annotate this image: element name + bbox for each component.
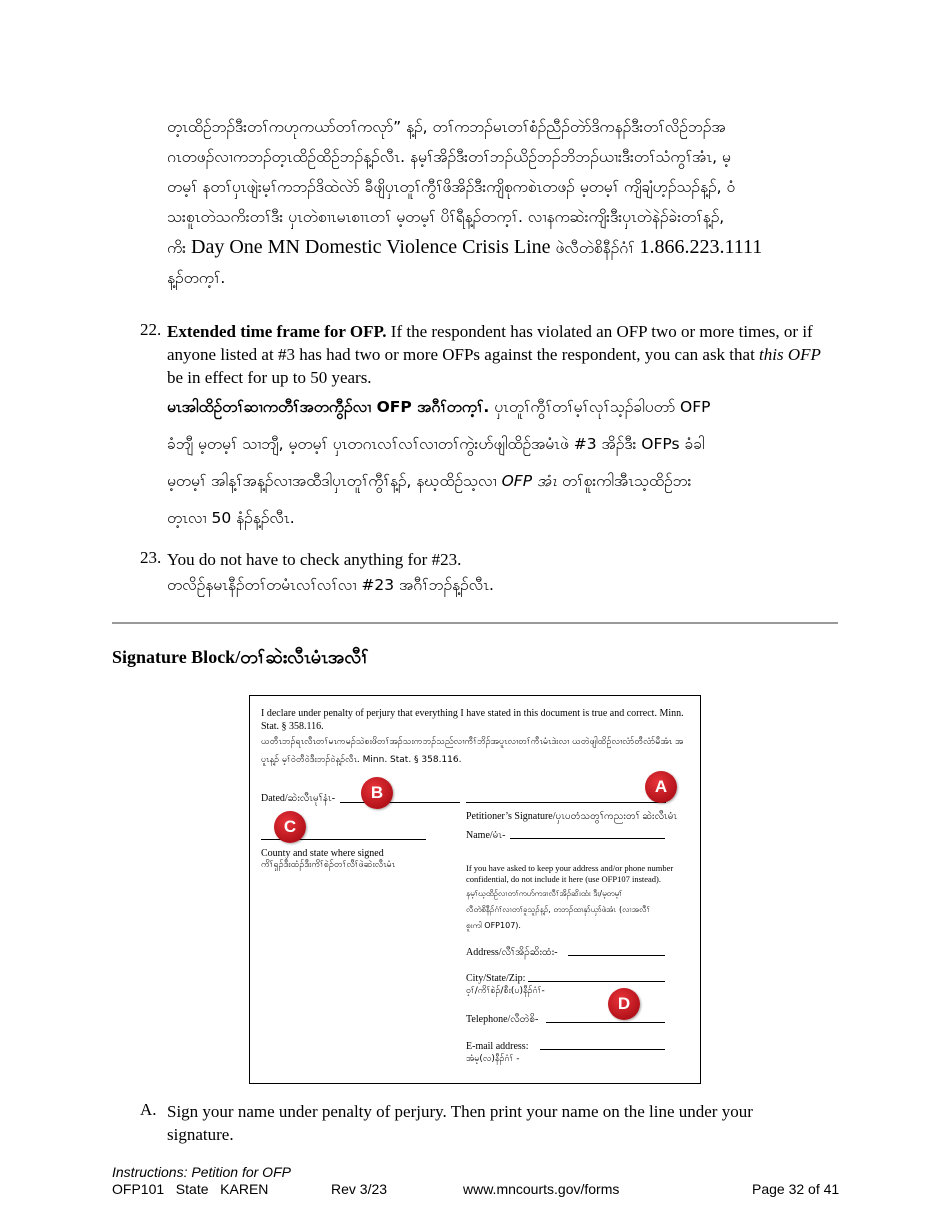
item-22-karen-line-3a: မ့တမ့ၢ် အါန့ၢ်အန့ၣ်လၢအထီဒါပှၤတူၢ်ကွီၢ်န့ၣ်, နဃ့ထိဉ်သ့လၢ <box>167 472 502 490</box>
email-label: E-mail address: <box>466 1041 529 1052</box>
item-22-karen-line-1: ပှၤတူၢ်ကွီၢ်တၢ်မ့ၢ်လုၢ်သ့ၣ်ခါပတာ် OFP <box>489 398 711 416</box>
city-karen-label: ဝ့ၢ်/ကိၢ်စဲၣ်/စီး(ပ)နီၣ်ဂံၢ်- <box>466 986 545 996</box>
county-label: County and state where signed <box>261 848 384 859</box>
email-line <box>540 1049 665 1050</box>
intro-line-3: တမ့ၢ် နတၢ်ပှၤဖျဲးမ့ၢ်ကဘၣ်ဒိထဲလဲာ် ခီဖျိပှၤတူၢ်ကွီၢ်ဖိအိၣ်ဒီးကျိစုကစဲၤတဖၣ် မ့တမ့ၢ် ကျိချံဟ့ၣ်သၣ်န့ၣ်, ဝံ <box>167 178 736 196</box>
intro-paragraph <box>167 112 839 293</box>
intro-line-4: သးစူၤတဲသကိးတၢ်ဒီး ပှၤတဲစၢၤမၤစၢၤတၢ် မ့တမ့ၢ် ပိၢ်ရီန့ၣ်တက့ၢ်. လၢနကဆဲးကျိးဒီးပှၤတဲနဲၣ်ခဲးတၢ်န့ၣ်, <box>167 208 725 226</box>
telephone-label: Telephone/လီတဲစိ- <box>466 1014 539 1025</box>
intro-line-5-mid: ဖဲလီတဲစိနီၣ်ဂံၢ် <box>550 239 640 257</box>
footer-url[interactable]: www.mncourts.gov/forms <box>463 1181 620 1197</box>
crisis-line-phone: 1.866.223.1111 <box>639 236 763 258</box>
confidential-note: If you have asked to keep your address and/or phone number confidential, do not include it here (use OFP107 instead). <box>466 863 674 884</box>
footer-revision: Rev 3/23 <box>331 1181 388 1197</box>
item-a-letter: A. <box>140 1100 157 1119</box>
item-22-karen-title: မၤအါထိဉ်တၢ်ဆၢကတီၢ်အတကွီၣ်လၢ OFP အဂီၢ်တက့ၢ်. <box>167 398 490 416</box>
footer-form-code: OFP101 State KAREN <box>112 1181 269 1197</box>
crisis-line-name: Day One MN Domestic Violence Crisis Line <box>191 236 551 258</box>
signature-form-sample <box>249 695 701 1084</box>
item-22-number: 22. <box>140 320 162 339</box>
intro-line-5-prefix: ကိး <box>167 239 192 257</box>
dated-line <box>340 802 460 803</box>
city-label: City/State/Zip: <box>466 973 526 984</box>
name-line <box>510 838 665 839</box>
item-22-karen-line-3-italic: OFP အံၤ <box>501 472 558 490</box>
dated-label: Dated/ဆဲးလီၤမုၢ်နံၤ- <box>261 793 336 804</box>
declaration-karen: ယတီၤဘၣ်ရၤလီၤတၢ်မၤကမၣ်သဲစးဖိတၢ်အၣ်သးကဘၣ်သည်လၢကီၢ်ဘိၣ်အပူၤလၢတၢ်ကီၤမံၤဒဲးလၢ ယတဲဖျါထိဉ်လၢလံာ်တီလံာ်မီအံၤ အပူၤန့ၣ် မ့ၢ်ဝဲတီဝဲဒီးဘၣ်ဝဲန့ၣ်လီၤ. Minn. Stat. § 358.116. <box>261 737 684 765</box>
item-22-text-b: be in effect for up to 50 years. <box>167 368 372 387</box>
confidential-karen-note: နမ့ၢ်ဃ့ထိဉ်လၢတၢ်ကဟ်ကဒၢလီၢ်အိၣ်ဆိးထံး ဒီး/မ့တမ့ၢ် လီတဲစိနီၣ်ဂံၢ်လၢတၢ်ခူသူၣ်န့ၣ်, တဘၣ်ထၢနုာ်ယှာ်ဖဲအံၤ (လၢအလီၢ် စူးကါ OFP107). <box>466 889 650 930</box>
item-22-english <box>167 320 839 389</box>
item-22-title: Extended time frame for OFP. <box>167 322 387 341</box>
item-23-number: 23. <box>140 548 162 567</box>
item-22-text-a: If the respondent has violated an OFP two or more times, or if anyone listed at #3 has had two or more OFPs against the respondent, you can ask that <box>167 322 813 364</box>
item-22-karen <box>167 389 839 537</box>
telephone-line <box>546 1022 665 1023</box>
item-22-karen-line-4: တ့ၤလၢ 50 နံၣ်န့ၣ်လီၤ. <box>167 509 295 527</box>
marker-c: C <box>274 811 306 843</box>
email-karen-label: အံမ့(လ)နီၣ်ဂံၢ် - <box>466 1054 520 1064</box>
item-a-text: Sign your name under penalty of perjury. Then print your name on the line under your signature. <box>167 1102 753 1144</box>
address-line <box>568 955 665 956</box>
item-22-body <box>167 320 839 537</box>
marker-a: A <box>645 771 677 803</box>
item-23-body <box>167 548 839 597</box>
name-label: Name/မံၤ- <box>466 830 506 841</box>
item-23-karen: တလိဉ်နမၤနီၣ်တၢ်တမံၤလၢ်လၢ်လၢ #23 အဂီၢ်ဘၣ်န့ၣ်လီၤ. <box>167 576 494 594</box>
item-22-italic: this OFP <box>759 345 821 364</box>
county-karen-label: ကိၢ်ရှၣ်ဒီးထံၣ်ဒီးကိၢ်စဲၣ်တၢ်လီၢ်ဖဲဆဲးလီၤမံၤ <box>261 860 396 870</box>
intro-line-6: န့ၣ်တက့ၢ်. <box>167 269 226 287</box>
intro-line-1: တ့ၤထိဉ်ဘၣ်ဒီးတၢ်ကဟုကယာ်တၢ်ကလုာ်” န့ၣ်, တၢ်ကဘၣ်မၤတၢ်စံၣ်ညီၣ်တဲာ်ဒိကနၣ်ဒီးတၢ်လိဉ်ဘၣ်အ <box>167 118 726 136</box>
address-label: Address/လီၢ်အိၣ်ဆိးထံး- <box>466 947 558 958</box>
section-separator <box>112 622 838 624</box>
item-22-karen-line-2: ခံဘျီ မ့တမ့ၢ် သၢဘျီ, မ့တမ့ၢ် ပှၤတဂၤလၢ်လၢ်လၢတၢ်ကွဲးဟ်ဖျါထိဉ်အမံၤဖဲ #3 အိၣ်ဒီး OFPs ခံခါ <box>167 435 705 453</box>
item-23-text: You do not have to check anything for #23. <box>167 550 462 569</box>
marker-d: D <box>608 988 640 1020</box>
petitioner-signature-label: Petitioner’s Signature/ပှၤပတံသတွၢ်ကညးတၢ် ဆဲးလီၤမံၤ <box>466 811 678 822</box>
footer-page-number: Page 32 of 41 <box>752 1181 840 1197</box>
footer-instructions: Instructions: Petition for OFP <box>112 1164 291 1180</box>
signature-block-title: Signature Block/တၢ်ဆဲးလီၤမံၤအလီၢ် <box>112 647 369 667</box>
intro-line-5 <box>167 232 839 263</box>
marker-b: B <box>361 777 393 809</box>
city-line <box>528 981 665 982</box>
signature-line <box>466 802 666 803</box>
declaration-english: I declare under penalty of perjury that everything I have stated in this document is true and correct. Minn. Stat. § 358.116. <box>261 708 684 732</box>
intro-line-2: ဂၤတဖၣ်လၢကဘၣ်တ့ၤထိဉ်ထိဉ်ဘၣ်န့ၣ်လီၤ. နမ့ၢ်အိၣ်ဒီးတၢ်ဘၣ်ယိဉ်ဘၣ်ဘိဘၣ်ယၢးဒီးတၢ်သံကွၢ်အံၤ, မ့ <box>167 148 731 166</box>
item-22-karen-line-3b: တၢ်စူးကါအီၤသ့ထိဉ်ဘး <box>557 472 692 490</box>
